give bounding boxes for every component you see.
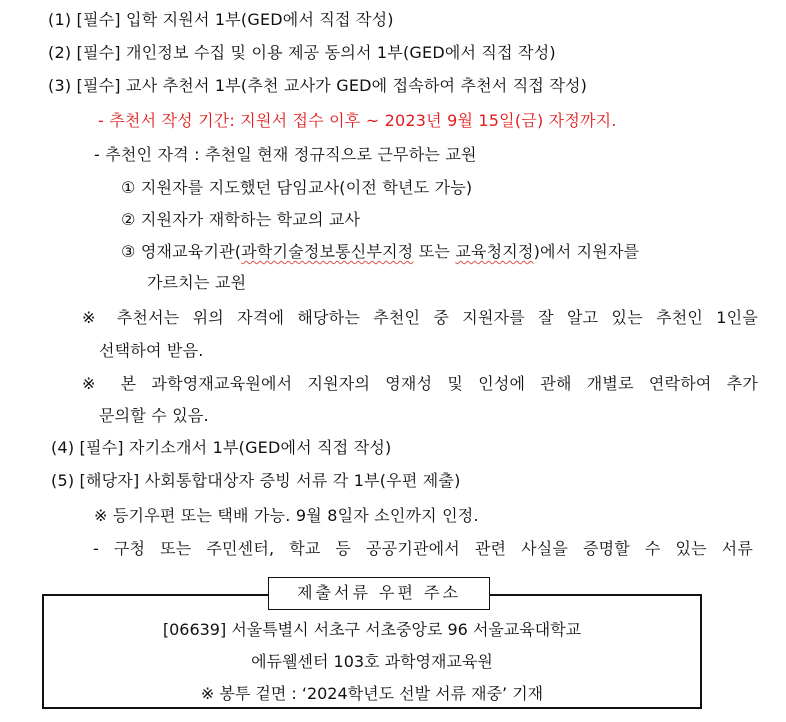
item-3: (3) [필수] 교사 추천서 1부(추천 교사가 GED에 접속하여 추천서 직접 작성) — [48, 76, 588, 95]
note-2-line-1: ※ 본 과학영재교육원에서 지원자의 영재성 및 인성에 관해 개별로 연락하여 추가 — [82, 374, 758, 393]
spellcheck-marked-term-2: 교육청지정 — [455, 242, 534, 261]
envelope-note: ※ 봉투 겉면 : ‘2024학년도 선발 서류 재중’ 기재 — [200, 684, 544, 703]
qualification-1: ① 지원자를 지도했던 담임교사(이전 학년도 가능) — [121, 178, 473, 197]
recommendation-deadline: - 추천서 작성 기간: 지원서 접수 이후 ~ 2023년 9월 15일(금) 자정까지. — [98, 111, 617, 130]
item-5-document-description: - 구청 또는 주민센터, 학교 등 공공기관에서 관련 사실을 증명할 수 있는 서류 — [93, 539, 753, 558]
address-line-2: 에듀웰센터 103호 과학영재교육원 — [251, 652, 493, 671]
qualification-3-suffix: )에서 지원자를 — [533, 242, 640, 261]
qualification-3-middle: 또는 — [413, 242, 456, 261]
address-line-1: [06639] 서울특별시 서초구 서초중앙로 96 서울교육대학교 — [162, 620, 582, 639]
item-4: (4) [필수] 자기소개서 1부(GED에서 직접 작성) — [51, 438, 392, 457]
recommender-qualification: - 추천인 자격 : 추천일 현재 정규직으로 근무하는 교원 — [94, 145, 477, 164]
qualification-3-prefix: ③ 영재교육기관( — [121, 242, 242, 261]
qualification-3-continued: 가르치는 교원 — [147, 273, 247, 292]
qualification-3 — [121, 242, 639, 262]
item-1: (1) [필수] 입학 지원서 1부(GED에서 직접 작성) — [48, 10, 394, 29]
item-5: (5) [해당자] 사회통합대상자 증빙 서류 각 1부(우편 제출) — [51, 471, 461, 490]
note-1-line-1: ※ 추천서는 위의 자격에 해당하는 추천인 중 지원자를 잘 알고 있는 추천인 1인을 — [82, 308, 758, 327]
spellcheck-marked-term-1: 과학기술정보통신부지정 — [241, 242, 414, 261]
mailing-address-title: 제출서류 우편 주소 — [268, 577, 490, 610]
note-1-line-2: 선택하여 받음. — [99, 341, 204, 360]
qualification-2: ② 지원자가 재학하는 학교의 교사 — [121, 210, 361, 229]
item-5-note: ※ 등기우편 또는 택배 가능. 9월 8일자 소인까지 인정. — [94, 506, 479, 525]
item-2: (2) [필수] 개인정보 수집 및 이용 제공 동의서 1부(GED에서 직접 작성) — [48, 43, 556, 62]
note-2-line-2: 문의할 수 있음. — [99, 406, 209, 425]
